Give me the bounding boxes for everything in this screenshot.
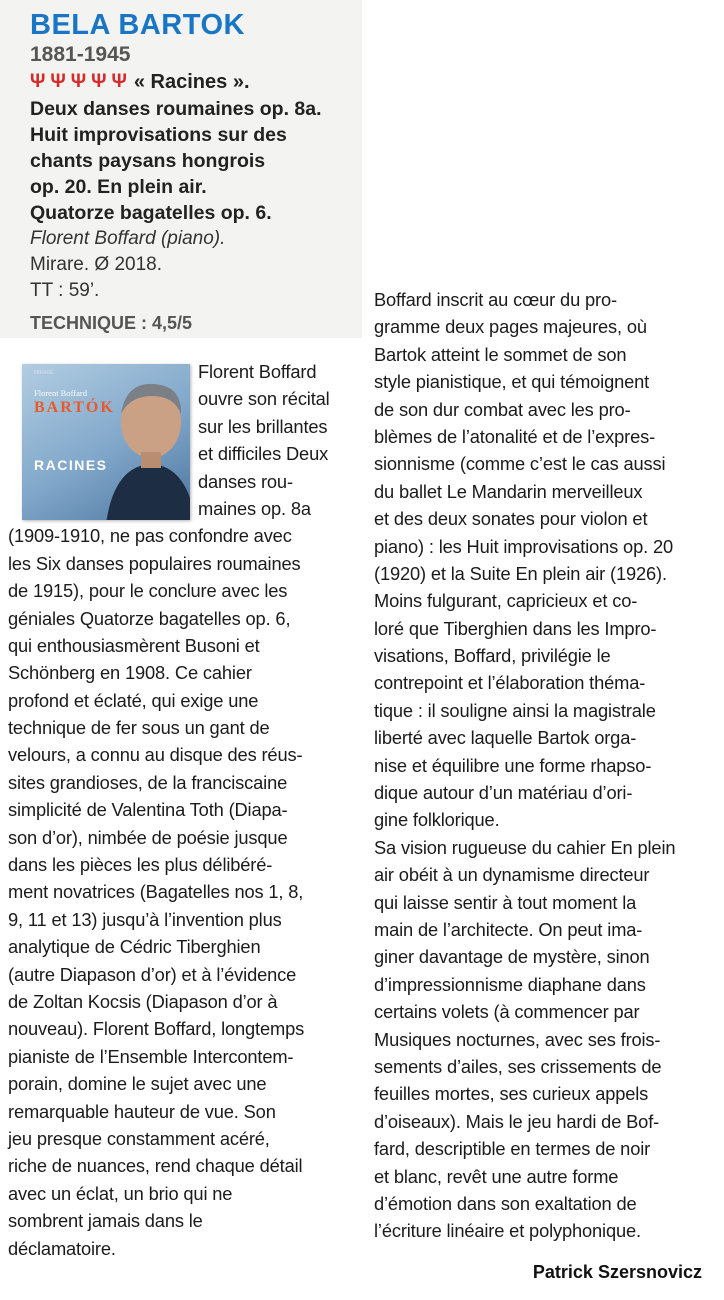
text-line: Florent Boffard [198,361,317,382]
work-line: Huit improvisations sur des [30,124,287,146]
work-line: chants paysans hongrois [30,150,266,172]
performer: Florent Boffard (piano). [30,228,226,249]
work-line: Deux danses roumaines op. 8a. [30,98,322,120]
text-line: loré que Tiberghien dans les Impro- [374,617,657,639]
record-label: Mirare. Ø 2018. [30,254,162,275]
album-title: « Racines ». [133,71,250,93]
text-line: simplicité de Valentina Toth (Diapa- [8,799,288,821]
text-line: riche de nuances, rend chaque détail [8,1155,303,1177]
text-line: velours, a connu au disque des réus- [8,744,303,766]
text-line: ment novatrices (Bagatelles nos 1, 8, [8,881,304,903]
text-line: nise et équilibre une forme rhapso- [374,754,652,776]
text-line: sites grandioses, de la franciscaine [8,771,288,793]
total-duration: TT : 59’. [30,280,100,301]
text-line: technique de fer sous un gant de [8,717,270,739]
text-line: avec un éclat, un brio qui ne [8,1182,233,1204]
text-line: visations, Boffard, privilégie le [374,645,611,667]
text-line: main de l’architecte. On peut ima- [374,918,643,940]
diapason-rating [30,68,127,96]
text-line: feuilles mortes, ses curieux appels [374,1083,649,1105]
text-line: danses rou- [198,470,293,492]
text-line: style pianistique, et qui témoignent [374,371,650,393]
left-column [0,358,362,1262]
text-line: fard, descriptible en termes de noir [374,1138,651,1160]
text-line: giner davantage de mystère, sinon [374,946,650,968]
diapason-icon: Ψ [30,71,46,92]
text-line: sements d’ailes, ses crissements de [374,1055,662,1077]
composer-dates: 1881-1945 [30,43,131,66]
text-line: (autre Diapason d’or) et à l’évidence [8,963,297,985]
cover-album: RACINES [34,457,108,473]
text-line: et des deux sonates pour violon et [374,508,648,530]
text-line: les Six danses populaires roumaines [8,552,301,574]
text-line: du ballet Le Mandarin merveilleux [374,480,643,502]
text-line: sur les brillantes [198,415,328,437]
text-line: qui laisse sentir à tout moment la [374,891,637,913]
diapason-icon: Ψ [111,71,127,92]
diapason-icon: Ψ [50,71,66,92]
text-line: piano) : les Huit improvisations op. 20 [374,535,673,557]
cover-artist: Florent Boffard [34,388,87,398]
text-line: dique autour d’un matériau d’ori- [374,782,633,804]
text-line: maines op. 8a [198,497,311,519]
text-line: gramme deux pages majeures, où [374,316,647,338]
text-line: jeu presque constamment acéré, [8,1127,270,1149]
text-line: liberté avec laquelle Bartok orga- [374,727,637,749]
text-line: porain, domine le sujet avec une [8,1073,267,1095]
cover-label: MIRARE [34,370,54,376]
text-line: son d’or), nimbée de poésie jusque [8,826,288,848]
text-line: de son dur combat avec les pro- [374,398,631,420]
text-line: analytique de Cédric Tiberghien [8,936,261,958]
text-line: sionnisme (comme c’est le cas aussi [374,453,666,475]
text-line: dans les pièces les plus délibéré- [8,854,273,876]
text-line: Boffard inscrit au cœur du pro- [374,289,617,310]
works-list [30,96,360,226]
work-line: op. 20. En plein air. [30,176,207,198]
text-line: qui enthousiasmèrent Busoni et [8,634,260,656]
text-line: de Zoltan Kocsis (Diapason d’or à [8,990,278,1012]
text-line: Musiques nocturnes, avec ses frois- [374,1028,661,1050]
author-signature: Patrick Szersnovicz [532,1262,702,1282]
text-line: certains volets (à commencer par [374,1001,640,1023]
text-line: de 1915), pour le conclure avec les [8,580,288,602]
text-line: tique : il souligne ainsi la magistrale [374,699,656,721]
right-column [374,286,714,1245]
text-line: Schönberg en 1908. Ce cahier [8,662,252,684]
text-line: air obéit à un dynamisme directeur [374,864,650,886]
text-line: et difficiles Deux [198,443,329,465]
text-line: (1920) et la Suite En plein air (1926). [374,562,667,584]
text-line: d’émotion dans son exaltation de [374,1192,637,1214]
work-line: Quatorze bagatelles op. 6. [30,202,272,224]
text-line: Sa vision rugueuse du cahier En plein [374,836,676,858]
text-line: profond et éclaté, qui exige une [8,689,259,711]
composer-name: BELA BARTOK [30,9,245,41]
review-header [30,8,360,338]
text-line: Bartok atteint le sommet de son [374,343,627,365]
diapason-icon: Ψ [70,71,87,92]
text-line: nouveau). Florent Boffard, longtemps [8,1018,305,1040]
text-line: remarquable hauteur de vue. Son [8,1100,276,1122]
text-line: et blanc, revêt une autre forme [374,1165,619,1187]
cover-title: BARTÓK [34,399,115,416]
text-line: d’oiseaux). Mais le jeu hardi de Bof- [374,1110,660,1132]
diapason-icon: Ψ [91,71,107,92]
text-line: (1909-1910, ne pas confondre avec [8,525,292,547]
text-line: contrepoint et l’élaboration théma- [374,672,646,694]
text-line: sombrent jamais dans le [8,1210,203,1232]
text-line: déclamatoire. [8,1237,116,1259]
text-line: géniales Quatorze bagatelles op. 6, [8,607,291,629]
text-line: l’écriture linéaire et polyphonique. [374,1220,641,1242]
text-line: pianiste de l’Ensemble Intercontem- [8,1045,294,1067]
text-line: gine folklorique. [374,809,500,831]
text-line: blèmes de l’atonalité et de l’expres- [374,425,656,447]
text-line: d’impressionnisme diaphane dans [374,973,646,995]
technique-rating: TECHNIQUE : 4,5/5 [30,313,193,333]
rating-line [30,68,360,96]
text-line: Moins fulgurant, capricieux et co- [374,590,638,612]
text-line: 9, 11 et 13) jusqu’à l’invention plus [8,908,282,930]
text-line: ouvre son récital [198,388,330,410]
